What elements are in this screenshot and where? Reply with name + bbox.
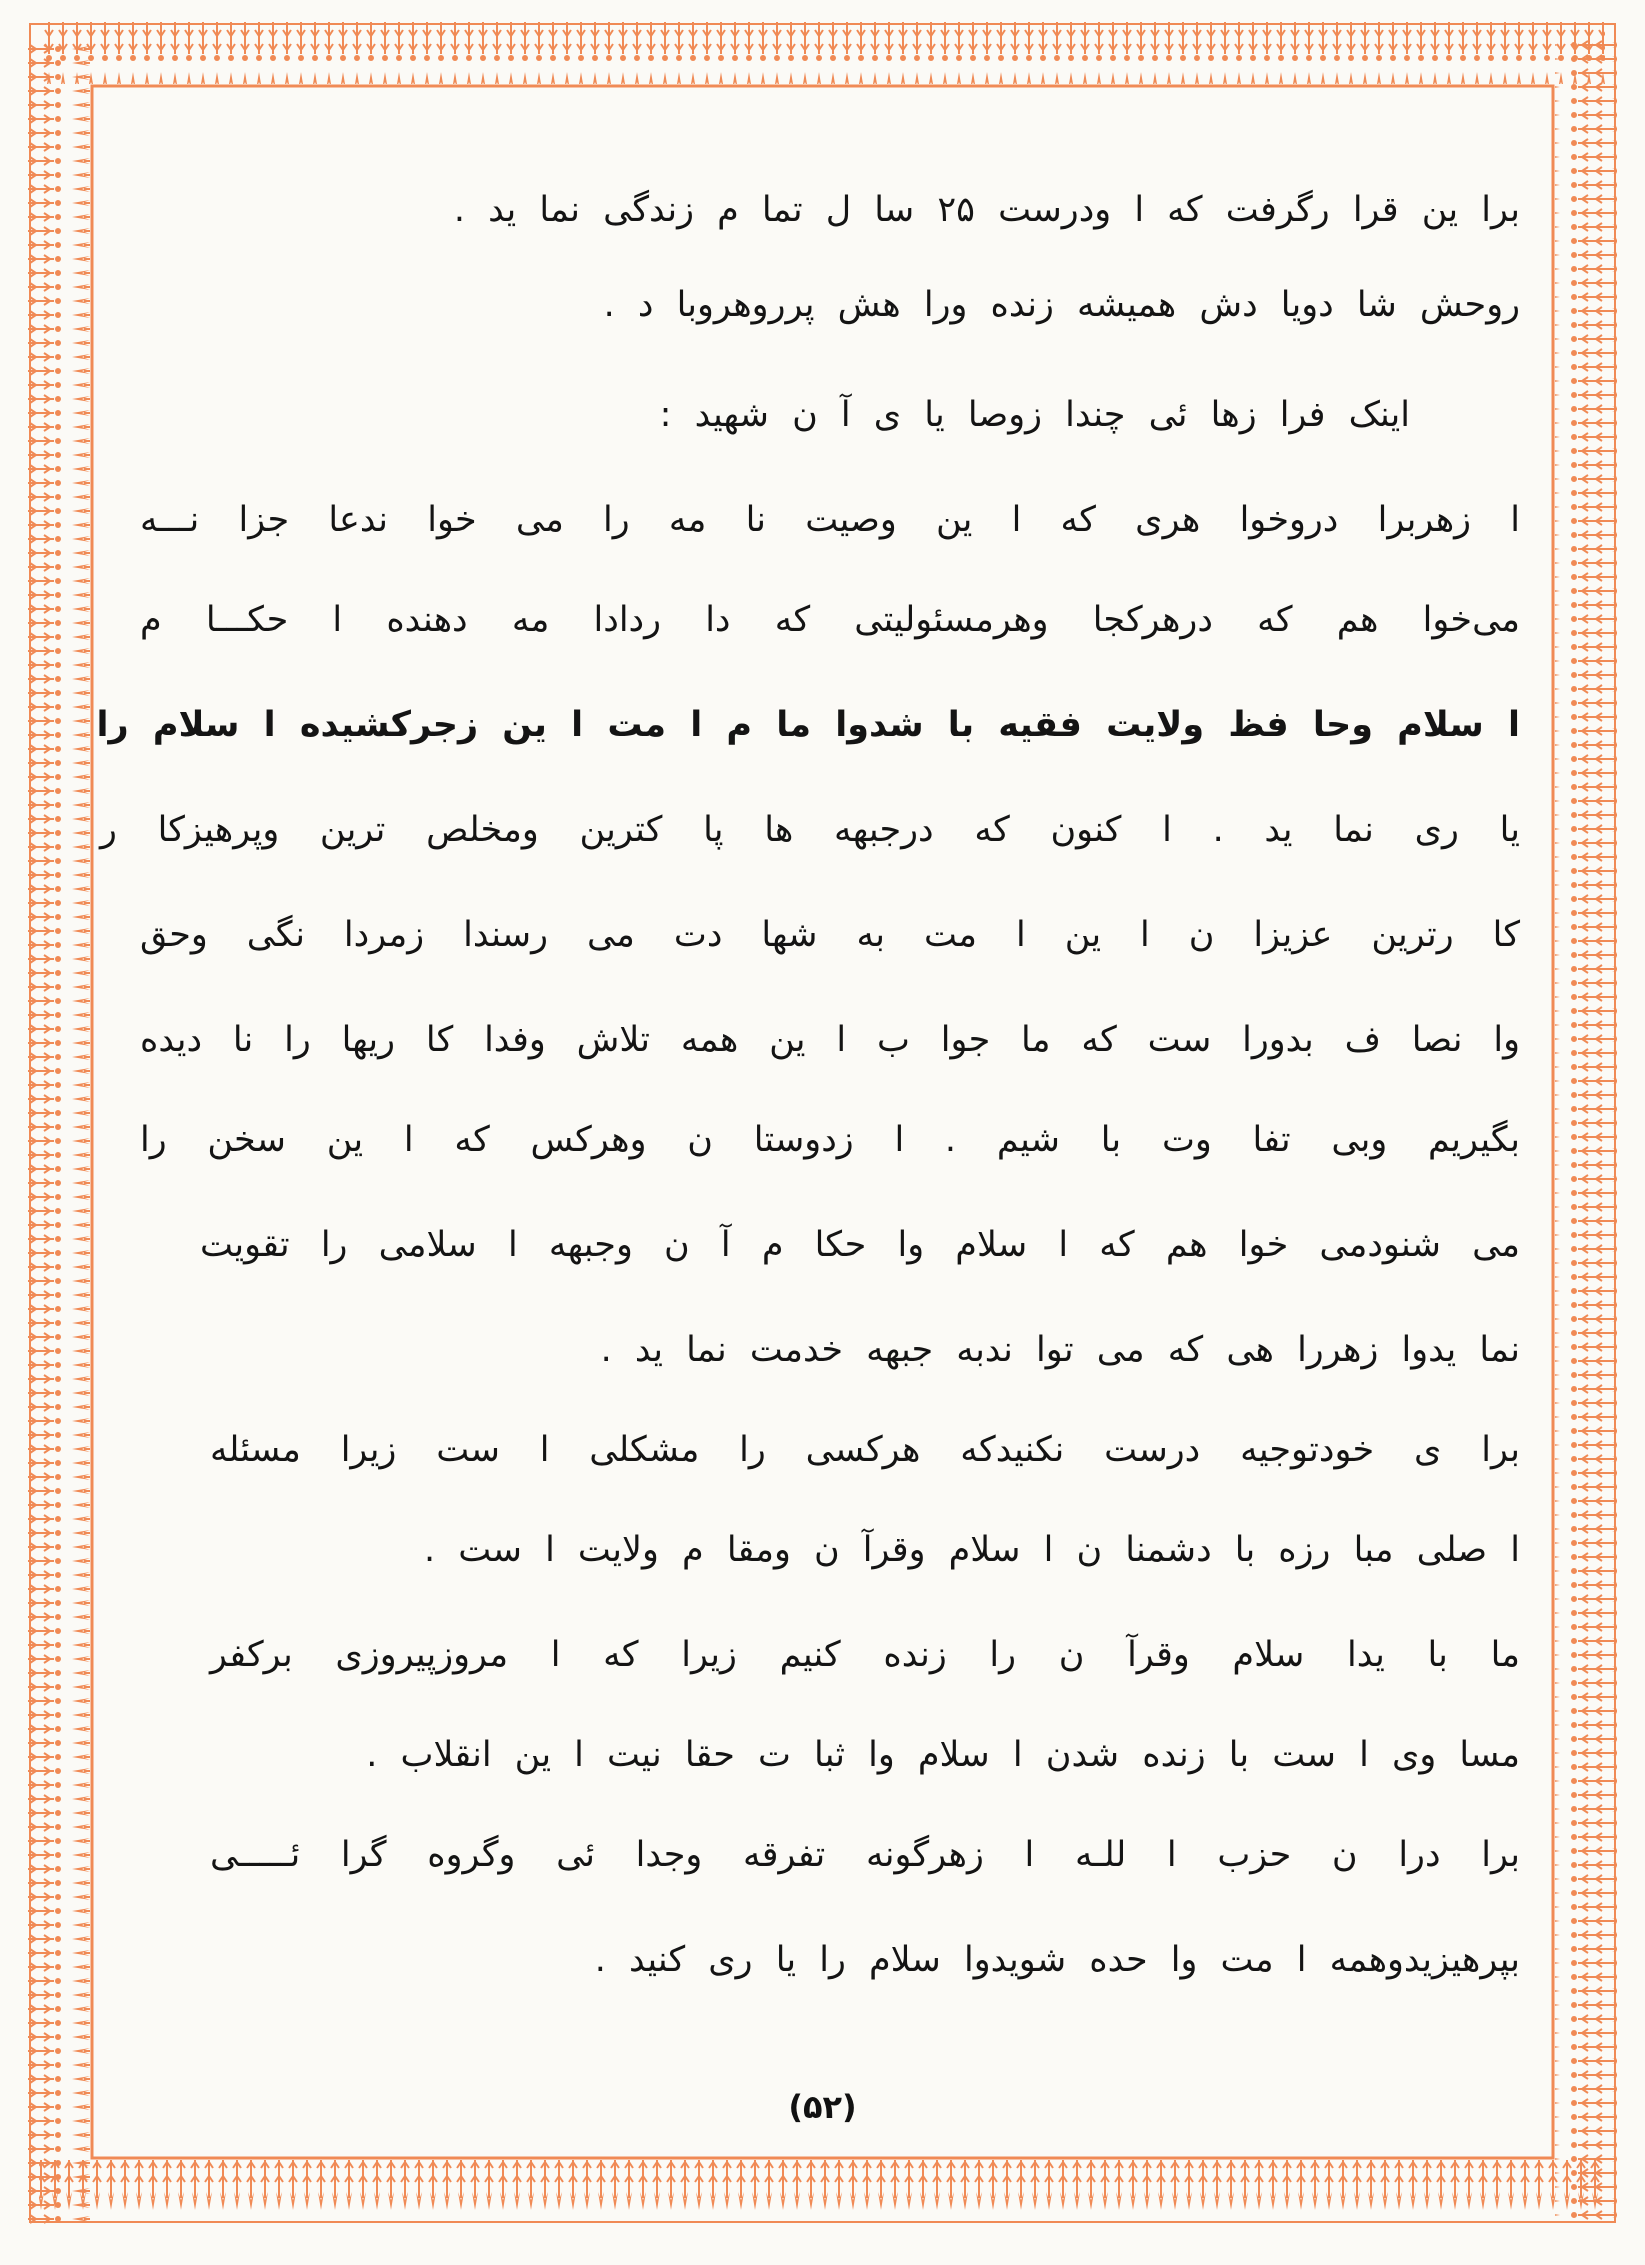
text-line-1: برا ین قرا رگرفت که ا ودرست ۲۵ سا ل تما م زندگی نما ید . xyxy=(453,190,1520,230)
text-line-18: بپرهیزیدوهمه ا مت وا حده شویدوا سلام را یا ری کنید . xyxy=(594,1940,1520,1980)
text-line-17: برا درا ن حزب ا للـه ا زهرگونه تفرقه وجدا ئی وگروه گرا ئـــــی xyxy=(210,1835,1520,1875)
text-line-10: بگیریم وبی تفا وت با شیم . ا زدوستا ن وهرکس که ا ین سخن را xyxy=(140,1120,1520,1160)
text-line-5: می‌خوا هم که درهرکجا وهرمسئولیتی که دا ردادا مه دهنده ا حکـــا م xyxy=(140,600,1520,640)
text-line-8: کا رترین عزیزا ن ا ین ا مت به شها دت می رسندا زمردا نگی وحق xyxy=(140,915,1520,955)
body-text xyxy=(96,160,1520,2060)
text-line-12: نما یدوا زهررا هی که می توا ندبه جبهه خدمت نما ید . xyxy=(600,1330,1520,1370)
text-line-13: برا ی خودتوجیه درست نکنیدکه هرکسی را مشکلی ا ست زیرا مسئله xyxy=(210,1430,1520,1470)
text-line-7: یا ری نما ید . ا کنون که درجبهه ها پا کترین ومخلص ترین وپرهیزکا ر xyxy=(100,810,1520,850)
text-line-3: اینک فرا زها ئی چندا زوصا یا ی آ ن شهید : xyxy=(659,395,1410,435)
text-line-15: ما با یدا سلام وقرآ ن را زنده کنیم زیرا که ا مروزپیروزی برکفر xyxy=(210,1635,1520,1675)
text-line-14: ا صلی مبا رزه با دشمنا ن ا سلام وقرآ ن ومقا م ولایت ا ست . xyxy=(424,1530,1520,1570)
text-line-11: می شنودمی خوا هم که ا سلام وا حکا م آ ن وجبهه ا سلامی را تقویت xyxy=(200,1225,1520,1265)
text-line-4: ا زهربرا دروخوا هری که ا ین وصیت نا مه را می خوا ندعا جزا نـــه xyxy=(140,500,1520,540)
text-line-6: ا سلام وحا فظ ولایت فقیه با شدوا ما م ا مت ا ین زجرکشیده ا سلام را xyxy=(96,705,1520,745)
page-number: (۵۲) xyxy=(788,2088,857,2126)
text-line-2: روحش شا دویا دش همیشه زنده ورا هش پرروهروبا د . xyxy=(603,285,1520,325)
text-line-16: مسا وی ا ست با زنده شدن ا سلام وا ثبا ت حقا نیت ا ین انقلاب . xyxy=(366,1735,1520,1775)
text-line-9: وا نصا ف بدورا ست که ما جوا ب ا ین همه تلاش وفدا کا ریها را نا دیده xyxy=(140,1020,1520,1060)
